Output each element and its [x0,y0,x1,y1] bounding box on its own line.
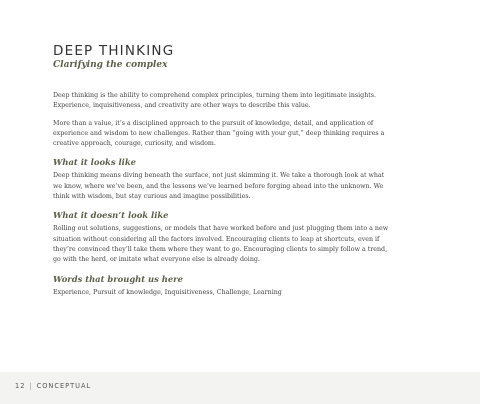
page-title: DEEP THINKING [53,43,175,59]
section-label: CONCEPTUAL [36,382,92,390]
section-heading-looks-like: What it looks like [53,157,136,168]
intro-paragraph-1: Deep thinking is the ability to comprehend complex principles, turning them into legitimate insights. Experience, inquisitiveness, and creativity are other ways to describe this value. [53,92,377,110]
footer-label [15,382,91,391]
section-text-doesnt-look-like: Rolling out solutions, suggestions, or models that have worked before and just plugging them into a new situation without considering all the factors involved. Encouraging clients to leap at shortcuts, even if they’re convinced they’ll take them where they want to go. Encouraging clients to simply follow a trend, go with the herd, or imitate what everyone else is already doing. [53,225,389,264]
footer-separator: | [29,382,33,390]
intro-paragraph-2: More than a value, it’s a disciplined approach to the pursuit of knowledge, detail, and application of experience and wisdom to new challenges. Rather than “going with your gut,” deep thinking requires a creative approach, courage, curiosity, and wisdom. [53,119,385,148]
section-text-words: Experience, Pursuit of knowledge, Inquisitiveness, Challenge, Learning [53,288,282,296]
section-heading-words: Words that brought us here [53,273,183,284]
page-content [53,44,393,298]
section-heading-doesnt-look-like: What it doesn’t look like [53,210,169,221]
page-number: 12 [15,382,26,390]
page-subtitle: Clarifying the complex [53,60,168,70]
section-text-looks-like: Deep thinking means diving beneath the surface, not just skimming it. We take a thorough look at what we know, where we’ve been, and the lessons we’ve learned before forging ahead into the unknown. We think with wisdom, but stay curious and imagine possibilities. [53,172,385,201]
